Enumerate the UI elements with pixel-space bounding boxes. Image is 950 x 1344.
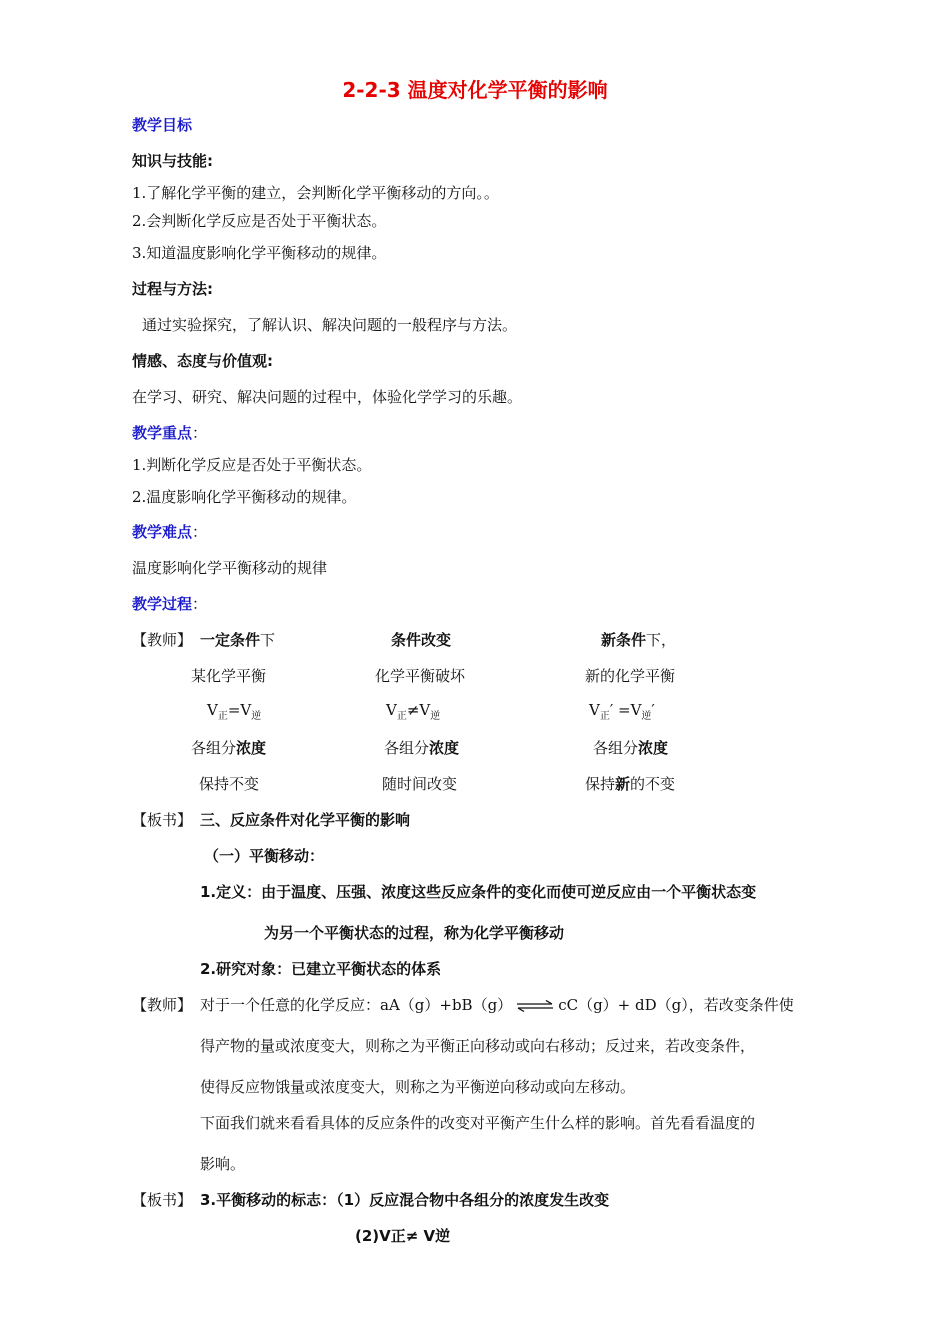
reaction-line: [200, 994, 794, 1015]
subscript-forward: 正: [217, 711, 228, 722]
teacher-line-2: 得产物的量或浓度变大，则称之为平衡正向移动或向右移动；反过来，若改变条件，: [200, 1037, 756, 1055]
subscript-reverse: 逆: [430, 711, 441, 722]
row4-col3-bold: 新: [615, 775, 631, 793]
board-tag-2: 【板书】: [132, 1191, 193, 1209]
emotion-heading: 情感、态度与价值观:: [132, 352, 273, 370]
row1-col2: 化学平衡破坏: [375, 667, 466, 685]
subscript-forward: 正: [396, 711, 407, 722]
knowledge-heading: 知识与技能:: [132, 152, 213, 170]
teacher-line-5: 影响。: [200, 1155, 246, 1173]
row3-bold: 浓度: [236, 739, 267, 757]
difficulty-heading: 教学难点: [132, 523, 193, 541]
board-tag-1: 【板书】: [132, 811, 193, 829]
row2-col2: [386, 701, 440, 722]
key-item-1: 1.判断化学反应是否处于平衡状态。: [132, 456, 372, 474]
research-object: 2.研究对象：已建立平衡状态的体系: [200, 960, 442, 978]
subscript-reverse: 逆: [641, 711, 652, 722]
difficulty-heading-row: [132, 521, 207, 542]
knowledge-item-2: 2.会判断化学反应是否处于平衡状态。: [132, 212, 387, 230]
equals-v: =V: [227, 701, 252, 719]
balance-shift-heading: （一）平衡移动：: [204, 847, 325, 865]
not-equal-v: ≠V: [406, 701, 431, 719]
difficulty-colon: ：: [192, 523, 208, 541]
row3-prefix: 各组分: [384, 739, 430, 757]
row2-col1: [207, 701, 261, 722]
reaction-left: 对于一个任意的化学反应：aA（g）+bB（g）: [200, 996, 513, 1014]
definition-line-1: 1.定义：由于温度、压强、浓度这些反应条件的变化而使可逆反应由一个平衡状态变: [200, 883, 757, 901]
col1-head-bold: 一定条件: [200, 631, 261, 649]
process-text: 通过实验探究，了解认识、解决问题的一般程序与方法。: [142, 316, 518, 334]
row3-bold: 浓度: [638, 739, 669, 757]
row4-col3-a: 保持: [585, 775, 616, 793]
process-heading: 过程与方法:: [132, 280, 213, 298]
goals-heading: 教学目标: [132, 116, 193, 134]
row4-col1: 保持不变: [199, 775, 260, 793]
procedure-colon: ：: [192, 595, 208, 613]
teacher-line-3: 使得反应物饿量或浓度变大，则称之为平衡逆向移动或向左移动。: [200, 1078, 636, 1096]
col2-head: 条件改变: [391, 631, 452, 649]
key-heading-row: [132, 422, 207, 443]
col3-head: [601, 629, 676, 650]
prime-mark: ′: [651, 701, 655, 719]
reaction-right: cC（g）+ dD（g），若改变条件使: [558, 996, 794, 1014]
knowledge-item-1: 1.了解化学平衡的建立，会判断化学平衡移动的方向。。: [132, 184, 499, 202]
col3-head-bold: 新条件: [601, 631, 647, 649]
col3-head-rest: 下，: [646, 631, 677, 649]
teacher-tag-2: 【教师】: [132, 996, 193, 1014]
row1-col3: 新的化学平衡: [585, 667, 676, 685]
reversible-arrow-icon: [516, 1000, 554, 1012]
row3-prefix: 各组分: [191, 739, 237, 757]
teacher-line-4: 下面我们就来看看具体的反应条件的改变对平衡产生什么样的影响。首先看看温度的: [200, 1114, 756, 1132]
shift-marker-line-2: (2)V正≠ V逆: [355, 1227, 451, 1245]
row1-col1: 某化学平衡: [191, 667, 267, 685]
row4-col3-b: 的不变: [630, 775, 676, 793]
board-heading: 三、反应条件对化学平衡的影响: [200, 811, 411, 829]
difficulty-text: 温度影响化学平衡移动的规律: [132, 559, 328, 577]
subscript-reverse: 逆: [251, 711, 262, 722]
page-title: 2-2-3 温度对化学平衡的影响: [342, 78, 608, 102]
knowledge-item-3: 3.知道温度影响化学平衡移动的规律。: [132, 244, 387, 262]
v-symbol: V: [386, 701, 397, 719]
procedure-heading: 教学过程: [132, 595, 193, 613]
row3-col3: [593, 737, 668, 758]
v-symbol: V: [589, 701, 600, 719]
teacher-tag-1: 【教师】: [132, 631, 193, 649]
row2-col3: [589, 701, 655, 722]
row4-col2: 随时间改变: [382, 775, 458, 793]
key-heading: 教学重点: [132, 424, 193, 442]
row3-col2: [384, 737, 459, 758]
definition-line-2: 为另一个平衡状态的过程，称为化学平衡移动: [264, 924, 565, 942]
procedure-heading-row: [132, 593, 207, 614]
v-symbol: V: [207, 701, 218, 719]
row4-col3: [585, 773, 675, 794]
row3-prefix: 各组分: [593, 739, 639, 757]
key-item-2: 2.温度影响化学平衡移动的规律。: [132, 488, 357, 506]
row3-col1: [191, 737, 266, 758]
subscript-forward: 正: [599, 711, 610, 722]
emotion-text: 在学习、研究、解决问题的过程中，体验化学学习的乐趣。: [132, 388, 523, 406]
key-colon: ：: [192, 424, 208, 442]
shift-marker-line-1: 3.平衡移动的标志：（1）反应混合物中各组分的浓度发生改变: [200, 1191, 610, 1209]
prime-equals-v: ′ =V: [609, 701, 642, 719]
row3-bold: 浓度: [429, 739, 460, 757]
col1-head-rest: 下: [260, 631, 276, 649]
col1-head: [200, 629, 275, 650]
